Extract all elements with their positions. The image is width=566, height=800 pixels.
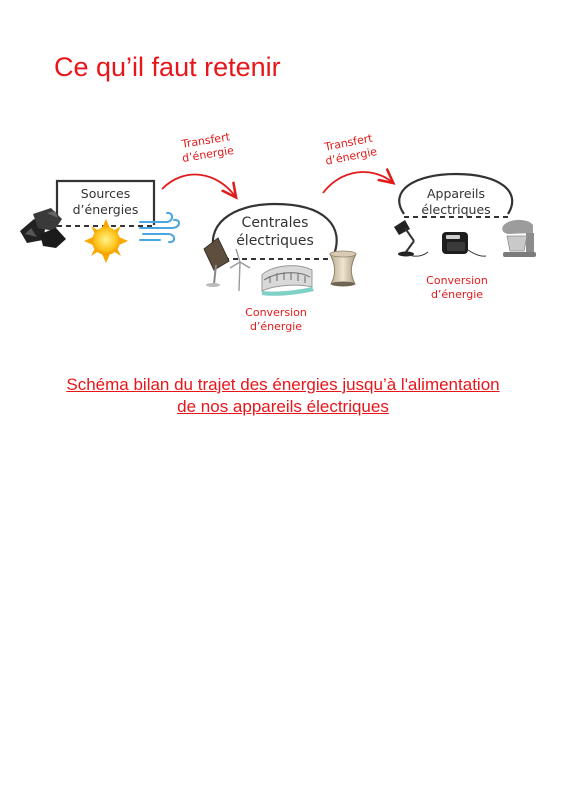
cooling-tower-icon bbox=[330, 251, 356, 287]
transfer-arrow-2 bbox=[323, 172, 392, 193]
transfert-label-1: Transfert d’énergie bbox=[180, 130, 235, 165]
hydro-dam-icon bbox=[262, 266, 314, 296]
diagram-caption: Schéma bilan du trajet des énergies jusqu’à l'alimentation de nos appareils électriques bbox=[66, 375, 500, 417]
conversion-label-1: Conversion d’énergie bbox=[245, 306, 307, 334]
toaster-icon bbox=[442, 232, 486, 256]
centrales-label: Centrales électriques bbox=[236, 215, 314, 249]
page-title: Ce qu’il faut retenir bbox=[54, 52, 281, 82]
stand-mixer-icon bbox=[502, 220, 536, 257]
sources-label: Sources d’énergies bbox=[72, 186, 139, 217]
wind-turbine-icon bbox=[230, 249, 250, 291]
appareils-label: Appareils électriques bbox=[421, 186, 491, 217]
conversion-label-2: Conversion d’énergie bbox=[426, 274, 488, 302]
transfert-label-2: Transfert d’énergie bbox=[323, 131, 379, 168]
transfer-arrow-1 bbox=[162, 175, 235, 196]
desk-lamp-icon bbox=[394, 220, 428, 257]
